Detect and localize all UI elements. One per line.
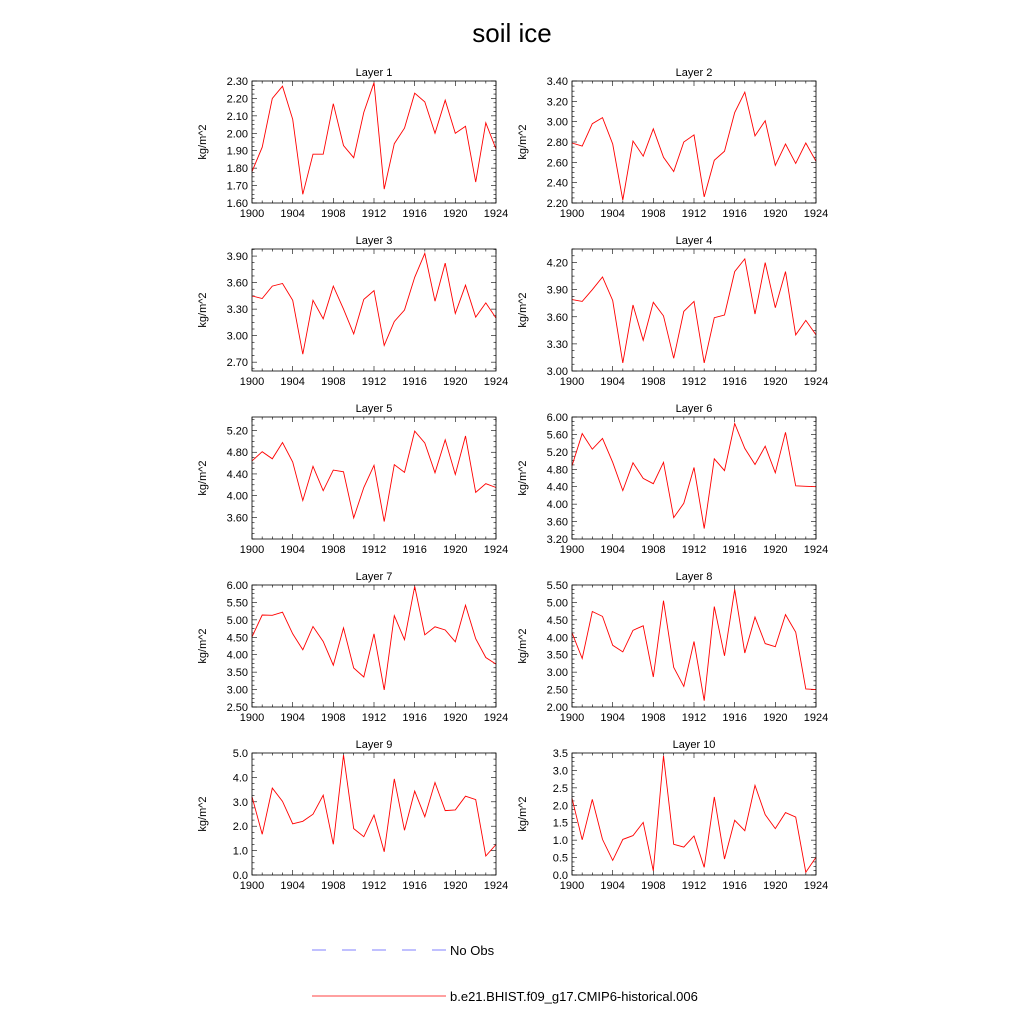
y-tick-label: 6.00 (546, 412, 568, 424)
x-tick-label: 1900 (239, 880, 265, 892)
y-tick-label: 5.50 (546, 580, 568, 592)
y-tick-label: 3.0 (552, 765, 568, 778)
y-axis-label: kg/m^2 (197, 124, 209, 160)
y-tick-label: 5.20 (546, 446, 568, 459)
x-tick-label: 1924 (803, 376, 829, 388)
y-tick-label: 3.60 (226, 512, 248, 525)
y-tick-label: 3.90 (546, 284, 568, 297)
panel-layer-8 (517, 571, 828, 724)
x-tick-label: 1924 (803, 544, 829, 556)
y-tick-label: 3.0 (232, 796, 248, 809)
y-tick-label: 2.20 (226, 93, 248, 106)
x-tick-label: 1900 (559, 376, 585, 388)
x-tick-label: 1904 (600, 712, 625, 724)
y-tick-label: 2.50 (546, 684, 568, 697)
x-tick-label: 1916 (402, 544, 427, 556)
panel-layer-3 (197, 235, 508, 388)
y-axis-label: kg/m^2 (197, 292, 209, 328)
y-tick-label: 5.0 (232, 748, 248, 760)
x-tick-label: 1916 (722, 880, 747, 892)
y-tick-label: 3.60 (546, 516, 568, 529)
x-tick-label: 1900 (239, 712, 265, 724)
y-tick-label: 5.00 (226, 614, 248, 627)
x-tick-label: 1920 (763, 544, 788, 556)
figure-title: soil ice (472, 18, 552, 48)
series-line (252, 253, 496, 354)
y-tick-label: 0.0 (552, 870, 568, 882)
series-line (252, 431, 496, 521)
x-tick-label: 1924 (803, 712, 829, 724)
y-tick-label: 3.5 (552, 748, 568, 760)
plot-frame (572, 249, 816, 371)
x-tick-label: 1912 (681, 376, 707, 388)
panel-title: Layer 10 (672, 739, 716, 751)
y-tick-label: 4.50 (546, 614, 568, 627)
series-line (252, 586, 496, 690)
y-tick-label: 1.70 (226, 180, 248, 193)
x-tick-label: 1916 (402, 208, 427, 220)
x-tick-label: 1920 (763, 712, 788, 724)
x-tick-label: 1920 (443, 376, 468, 388)
y-tick-label: 4.50 (226, 632, 248, 645)
x-tick-label: 1924 (483, 376, 509, 388)
y-tick-label: 3.00 (546, 116, 568, 129)
x-tick-label: 1920 (763, 208, 788, 220)
x-tick-label: 1912 (681, 712, 707, 724)
y-tick-label: 1.5 (552, 817, 568, 830)
x-tick-label: 1912 (361, 376, 387, 388)
x-tick-label: 1912 (681, 544, 707, 556)
y-axis-label: kg/m^2 (517, 796, 529, 832)
panel-grid (197, 67, 828, 892)
x-tick-label: 1908 (641, 376, 666, 388)
x-tick-label: 1900 (559, 208, 585, 220)
x-tick-label: 1900 (239, 208, 265, 220)
series-line (572, 259, 816, 363)
panel-layer-10 (517, 739, 828, 892)
x-tick-label: 1908 (321, 544, 346, 556)
legend-obs-label: No Obs (450, 943, 495, 958)
y-tick-label: 3.00 (226, 684, 248, 697)
x-tick-label: 1908 (641, 208, 666, 220)
y-tick-label: 2.80 (546, 137, 568, 149)
plot-frame (572, 81, 816, 203)
panel-title: Layer 8 (675, 571, 713, 583)
series-line (572, 92, 816, 200)
panel-title: Layer 5 (355, 403, 393, 415)
panel-title: Layer 6 (675, 403, 713, 415)
x-tick-label: 1908 (321, 880, 346, 892)
y-axis-label: kg/m^2 (197, 796, 209, 832)
y-axis-label: kg/m^2 (517, 460, 529, 496)
x-tick-label: 1920 (763, 880, 788, 892)
y-tick-label: 5.50 (226, 597, 248, 610)
y-tick-label: 3.20 (546, 96, 568, 109)
legend-model-label: b.e21.BHIST.f09_g17.CMIP6-historical.006 (450, 989, 698, 1004)
y-tick-label: 3.60 (546, 311, 568, 324)
y-tick-label: 0.5 (552, 852, 568, 865)
panel-layer-2 (517, 67, 828, 220)
x-tick-label: 1912 (681, 208, 707, 220)
y-tick-label: 4.0 (232, 772, 248, 785)
y-tick-label: 2.0 (552, 800, 568, 813)
x-tick-label: 1904 (600, 544, 625, 556)
y-tick-label: 2.50 (226, 702, 248, 714)
y-tick-label: 5.60 (546, 429, 568, 442)
panel-layer-7 (197, 571, 508, 724)
panel-title: Layer 9 (355, 739, 393, 751)
y-tick-label: 4.80 (546, 464, 568, 477)
y-tick-label: 1.60 (226, 198, 248, 210)
x-tick-label: 1916 (722, 544, 747, 556)
y-tick-label: 5.00 (546, 597, 568, 610)
x-tick-label: 1904 (280, 544, 305, 556)
y-tick-label: 4.40 (546, 481, 568, 494)
x-tick-label: 1904 (280, 376, 305, 388)
x-tick-label: 1916 (722, 208, 747, 220)
x-tick-label: 1916 (402, 376, 427, 388)
y-tick-label: 0.0 (232, 870, 248, 882)
x-tick-label: 1924 (803, 880, 829, 892)
x-tick-label: 1904 (280, 712, 305, 724)
x-tick-label: 1920 (443, 208, 468, 220)
plot-frame (572, 417, 816, 539)
panel-layer-9 (197, 739, 508, 892)
x-tick-label: 1904 (600, 208, 625, 220)
y-axis-label: kg/m^2 (517, 628, 529, 664)
plot-frame (572, 753, 816, 875)
series-line (572, 424, 816, 529)
y-tick-label: 4.00 (226, 490, 248, 503)
panel-layer-6 (517, 403, 828, 556)
panel-layer-5 (197, 403, 508, 556)
x-tick-label: 1924 (483, 712, 509, 724)
x-tick-label: 1912 (681, 880, 707, 892)
y-tick-label: 4.20 (546, 257, 568, 270)
y-tick-label: 2.0 (232, 821, 248, 834)
x-tick-label: 1904 (600, 880, 625, 892)
y-tick-label: 3.30 (226, 304, 248, 317)
y-tick-label: 3.50 (546, 649, 568, 662)
panel-title: Layer 4 (675, 235, 713, 247)
plot-frame (252, 585, 496, 707)
y-tick-label: 3.00 (226, 330, 248, 343)
y-tick-label: 2.00 (546, 702, 568, 714)
x-tick-label: 1908 (641, 712, 666, 724)
panel-title: Layer 7 (355, 571, 393, 583)
x-tick-label: 1924 (483, 208, 509, 220)
x-tick-label: 1912 (361, 712, 387, 724)
y-axis-label: kg/m^2 (517, 292, 529, 328)
x-tick-label: 1908 (321, 376, 346, 388)
plot-frame (252, 81, 496, 203)
panel-layer-1 (197, 67, 508, 220)
legend (312, 943, 698, 1004)
y-axis-label: kg/m^2 (517, 124, 529, 160)
y-tick-label: 2.20 (546, 198, 568, 210)
series-line (572, 590, 816, 701)
y-tick-label: 4.00 (226, 649, 248, 662)
panel-title: Layer 1 (355, 67, 393, 79)
y-tick-label: 4.00 (546, 632, 568, 645)
y-tick-label: 3.60 (226, 277, 248, 290)
panel-layer-4 (517, 235, 828, 388)
y-tick-label: 3.40 (546, 76, 568, 88)
y-tick-label: 1.90 (226, 145, 248, 158)
x-tick-label: 1900 (559, 544, 585, 556)
series-line (252, 755, 496, 856)
y-tick-label: 1.0 (552, 835, 568, 848)
x-tick-label: 1924 (803, 208, 829, 220)
y-tick-label: 1.80 (226, 163, 248, 176)
series-line (572, 756, 816, 872)
x-tick-label: 1900 (559, 880, 585, 892)
y-tick-label: 2.5 (552, 782, 568, 795)
x-tick-label: 1908 (321, 712, 346, 724)
y-tick-label: 4.80 (226, 447, 248, 460)
plot-frame (252, 417, 496, 539)
x-tick-label: 1904 (600, 376, 625, 388)
x-tick-label: 1900 (239, 544, 265, 556)
y-tick-label: 3.90 (226, 251, 248, 264)
y-tick-label: 1.0 (232, 845, 248, 858)
x-tick-label: 1916 (402, 712, 427, 724)
y-tick-label: 4.40 (226, 468, 248, 481)
y-axis-label: kg/m^2 (197, 460, 209, 496)
x-tick-label: 1904 (280, 880, 305, 892)
x-tick-label: 1924 (483, 544, 509, 556)
x-tick-label: 1920 (443, 880, 468, 892)
x-tick-label: 1912 (361, 544, 387, 556)
y-tick-label: 3.30 (546, 338, 568, 351)
x-tick-label: 1904 (280, 208, 305, 220)
x-tick-label: 1924 (483, 880, 509, 892)
plot-frame (252, 249, 496, 371)
y-tick-label: 6.00 (226, 580, 248, 592)
y-tick-label: 5.20 (226, 425, 248, 438)
x-tick-label: 1908 (321, 208, 346, 220)
x-tick-label: 1920 (763, 376, 788, 388)
y-tick-label: 2.30 (226, 76, 248, 88)
x-tick-label: 1900 (239, 376, 265, 388)
y-tick-label: 2.00 (226, 128, 248, 141)
y-tick-label: 2.40 (546, 177, 568, 190)
y-axis-label: kg/m^2 (197, 628, 209, 664)
panel-title: Layer 3 (355, 235, 393, 247)
y-tick-label: 3.00 (546, 366, 568, 378)
y-tick-label: 2.10 (226, 110, 248, 123)
y-tick-label: 3.50 (226, 667, 248, 680)
x-tick-label: 1916 (722, 376, 747, 388)
x-tick-label: 1920 (443, 712, 468, 724)
x-tick-label: 1908 (641, 544, 666, 556)
plot-frame (572, 585, 816, 707)
x-tick-label: 1908 (641, 880, 666, 892)
y-tick-label: 4.00 (546, 499, 568, 512)
series-line (252, 83, 496, 195)
x-tick-label: 1912 (361, 880, 387, 892)
x-tick-label: 1920 (443, 544, 468, 556)
x-tick-label: 1916 (402, 880, 427, 892)
y-tick-label: 3.00 (546, 667, 568, 680)
y-tick-label: 3.20 (546, 534, 568, 546)
x-tick-label: 1900 (559, 712, 585, 724)
x-tick-label: 1912 (361, 208, 387, 220)
x-tick-label: 1916 (722, 712, 747, 724)
y-tick-label: 2.70 (226, 357, 248, 370)
panel-title: Layer 2 (675, 67, 713, 79)
y-tick-label: 2.60 (546, 157, 568, 170)
